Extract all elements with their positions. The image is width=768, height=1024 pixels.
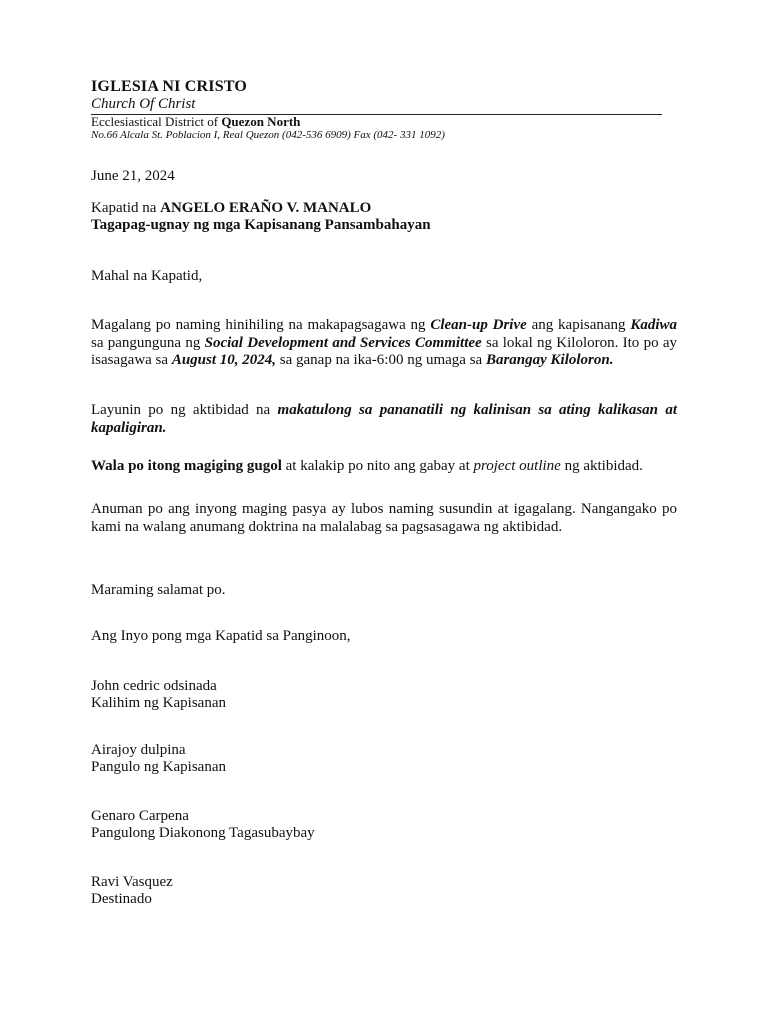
- no-cost-note: Wala po itong magiging gugol: [91, 458, 282, 474]
- district-line: [91, 114, 300, 130]
- text: sa ganap na ika-6:00 ng umaga sa: [276, 352, 486, 368]
- paragraph-request: [91, 317, 677, 370]
- recipient-prefix: Kapatid na: [91, 200, 161, 216]
- signatory-name: John cedric odsinada: [91, 678, 217, 694]
- signatory-name: Genaro Carpena: [91, 808, 189, 824]
- recipient-name: ANGELO ERAÑO V. MANALO: [160, 200, 372, 216]
- thanks-line: Maraming salamat po.: [91, 582, 226, 598]
- text: at kalakip po nito ang gabay at: [281, 458, 474, 474]
- text: ang kapisanang: [526, 317, 631, 333]
- text: Layunin po ng aktibidad na: [91, 402, 278, 418]
- signatory-block: [91, 678, 226, 711]
- event-date: August 10, 2024,: [171, 352, 277, 368]
- text: ng aktibidad.: [560, 458, 643, 474]
- district-name: Quezon North: [221, 114, 301, 129]
- purpose: makatulong sa pananatili ng kalinisan sa ating kalikasan at kapaligiran.: [91, 402, 677, 436]
- signatory-block: [91, 874, 173, 907]
- address-line: No.66 Alcala St. Poblacion I, Real Quezon (042-536 6909) Fax (042- 331 1092): [91, 129, 445, 141]
- district-prefix: Ecclesiastical District of: [91, 114, 222, 129]
- committee-name: Social Development and Services Committee: [204, 334, 482, 351]
- signatory-title: Pangulong Diakonong Tagasubaybay: [91, 824, 315, 841]
- salutation: Mahal na Kapatid,: [91, 268, 203, 284]
- paragraph-commitment: Anuman po ang inyong maging pasya ay lubos naming susundin at igagalang. Nangangako po kami na walang anumang doktrina na malalabag sa pagsasagawa ng aktibidad.: [91, 501, 677, 535]
- text: Magalang po naming hinihiling na makapagsagawa ng: [91, 317, 431, 333]
- event-location: Barangay Kiloloron.: [485, 352, 614, 368]
- signatory-name: Ravi Vasquez: [91, 874, 173, 890]
- text: sa pangunguna ng: [91, 334, 205, 351]
- org-name: IGLESIA NI CRISTO: [91, 78, 248, 95]
- paragraph-cost: [91, 458, 677, 476]
- signatory-title: Pangulo ng Kapisanan: [91, 758, 226, 775]
- signatory-name: Airajoy dulpina: [91, 742, 186, 758]
- text: sa lokal ng Kiloloron. Ito po ay isasagawa sa: [91, 334, 678, 368]
- paragraph-purpose: [91, 402, 677, 437]
- org-subtitle: Church Of Christ: [91, 96, 196, 112]
- project-outline: project outline: [473, 458, 561, 474]
- letter-date: June 21, 2024: [91, 168, 175, 184]
- recipient-title: Tagapag-ugnay ng mga Kapisanang Pansambahayan: [91, 217, 431, 233]
- signatory-title: Destinado: [91, 890, 152, 907]
- group-name: Kadiwa: [630, 317, 678, 333]
- closing-line: Ang Inyo pong mga Kapatid sa Panginoon,: [91, 628, 351, 644]
- recipient-line: [91, 200, 371, 217]
- event-name: Clean-up Drive: [430, 317, 527, 333]
- signatory-block: [91, 742, 226, 775]
- signatory-block: [91, 808, 315, 841]
- signatory-title: Kalihim ng Kapisanan: [91, 694, 226, 711]
